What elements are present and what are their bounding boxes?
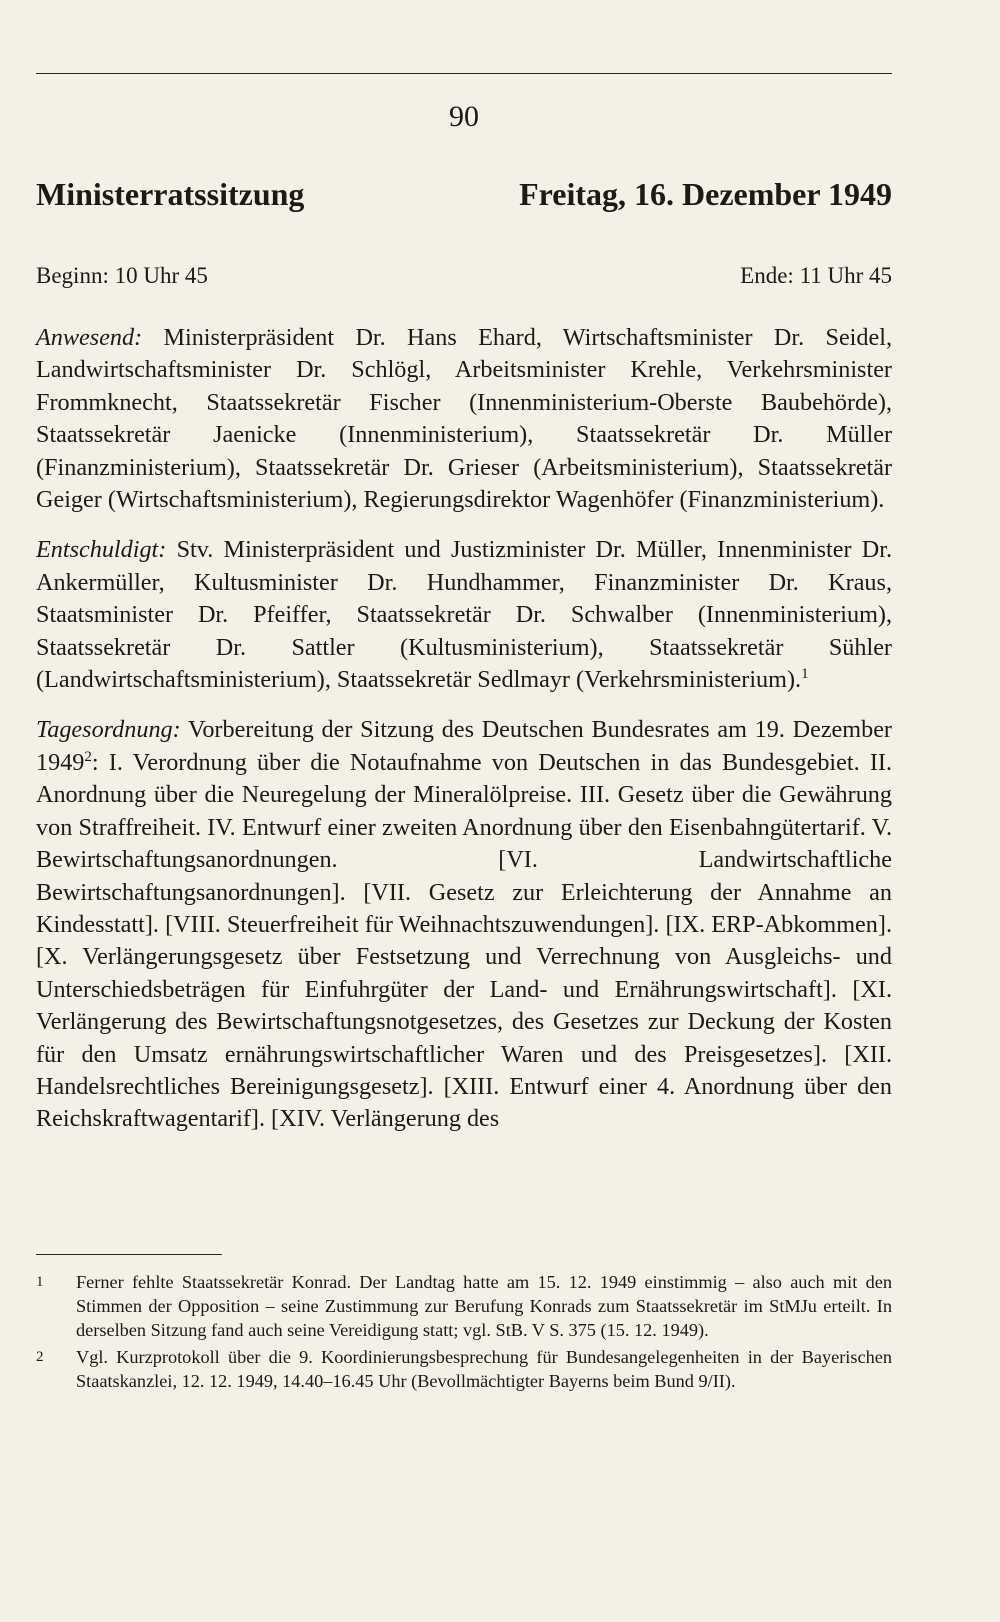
footnote-1 [36,1270,892,1343]
agenda-label: Tagesordnung: [36,716,181,744]
main-text [36,322,892,1154]
footnote-ref-1[interactable]: 1 [801,666,809,682]
session-date: Freitag, 16. Dezember 1949 [519,176,892,212]
agenda-paragraph [36,714,892,1135]
session-begin: Beginn: 10 Uhr 45 [36,263,208,288]
present-paragraph [36,322,892,516]
agenda-text-items: : I. Verordnung über die Notaufnahme von Deutschen in das Bundesgebiet. II. Anordnung über die Neuregelung der Mineralölpreise. III. Gesetz über die Gewährung von Straffreiheit. IV. Entwurf einer zweiten Anordnung über den Eisenbahngütertarif. V. Bewirtschaftungsanordnungen. [VI. Landwirtschaftliche Bewirtschaftungsanordnungen]. [VII. Gesetz zur Erleichterung der Annahme an Kindesstatt]. [VIII. Steuerfreiheit für Weihnachtszuwendungen]. [IX. ERP-Abkommen]. [X. Verlängerungsgesetz über Festsetzung und Verrechnung von Ausgleichs- und Unterschiedsbeträgen für Einfuhrgüter der Land- und Ernährungswirtschaft]. [XI. Verlängerung des Bewirtschaftungsnotgesetzes, des Gesetzes zur Deckung der Kosten für den Umsatz ernährungswirtschaftlicher Waren und des Preisgesetzes]. [XII. Handelsrechtliches Bereinigungsgesetz]. [XIII. Entwurf einer 4. Anordnung über den Reichskraftwagentarif]. [XIV. Verlängerung des [36,748,892,1133]
document-number: 90 [449,100,479,133]
present-label: Anwesend: [36,324,143,351]
footnote-text: Vgl. Kurzprotokoll über die 9. Koordinierungsbesprechung für Bundesangelegenheiten in der Bayerischen Staatskanzlei, 12. 12. 1949, 14.40–16.45 Uhr (Bevollmächtigter Bayerns beim Bund 9/II). [76,1346,892,1391]
session-title: Ministerratssitzung [36,176,305,212]
excused-label: Entschuldigt: [36,536,167,564]
footnote-mark: 1 [36,1274,44,1290]
footnotes [36,1270,892,1395]
session-end: Ende: 11 Uhr 45 [740,263,892,288]
agenda-text-intro: Vorbereitung der Sitzung des Deutschen Bundesrates am 19. Dezember 1949 [36,716,892,776]
top-rule [36,73,892,74]
excused-paragraph [36,534,892,696]
footnote-rule [36,1254,222,1255]
present-text: Ministerpräsident Dr. Hans Ehard, Wirtschaftsminister Dr. Seidel, Landwirtschaftsminister Dr. Schlögl, Arbeitsminister Krehle, Verkehrsminister Frommknecht, Staatssekretär Fischer (Innenministerium-Oberste Baubehörde), Staatssekretär Jaenicke (Innenministerium), Staatssekretär Dr. Müller (Finanzministerium), Staatssekretär Dr. Grieser (Arbeitsministerium), Staatssekretär Geiger (Wirtschaftsministerium), Regierungsdirektor Wagenhöfer (Finanzministerium). [36,324,892,514]
footnote-ref-2[interactable]: 2 [84,748,92,765]
footnote-text: Ferner fehlte Staatssekretär Konrad. Der Landtag hatte am 15. 12. 1949 einstimmig – also auch mit den Stimmen der Opposition – seine Zustimmung zur Berufung Konrads zum Staatssekretär im StMJu erteilt. In derselben Sitzung fand auch seine Vereidigung statt; vgl. StB. V S. 375 (15. 12. 1949). [76,1272,892,1341]
excused-text: Stv. Ministerpräsident und Justizminister Dr. Müller, Innenminister Dr. Ankermüller, Kultusminister Dr. Hundhammer, Finanzminister Dr. Kraus, Staatsminister Dr. Pfeiffer, Staatssekretär Dr. Schwalber (Innenministerium), Staatssekretär Dr. Sattler (Kultusministerium), Staatssekretär Sühler (Landwirtschaftsministerium), Staatssekretär Sedlmayr (Verkehrsministerium). [36,536,893,694]
footnote-mark: 2 [36,1348,44,1365]
footnote-2 [36,1345,892,1393]
